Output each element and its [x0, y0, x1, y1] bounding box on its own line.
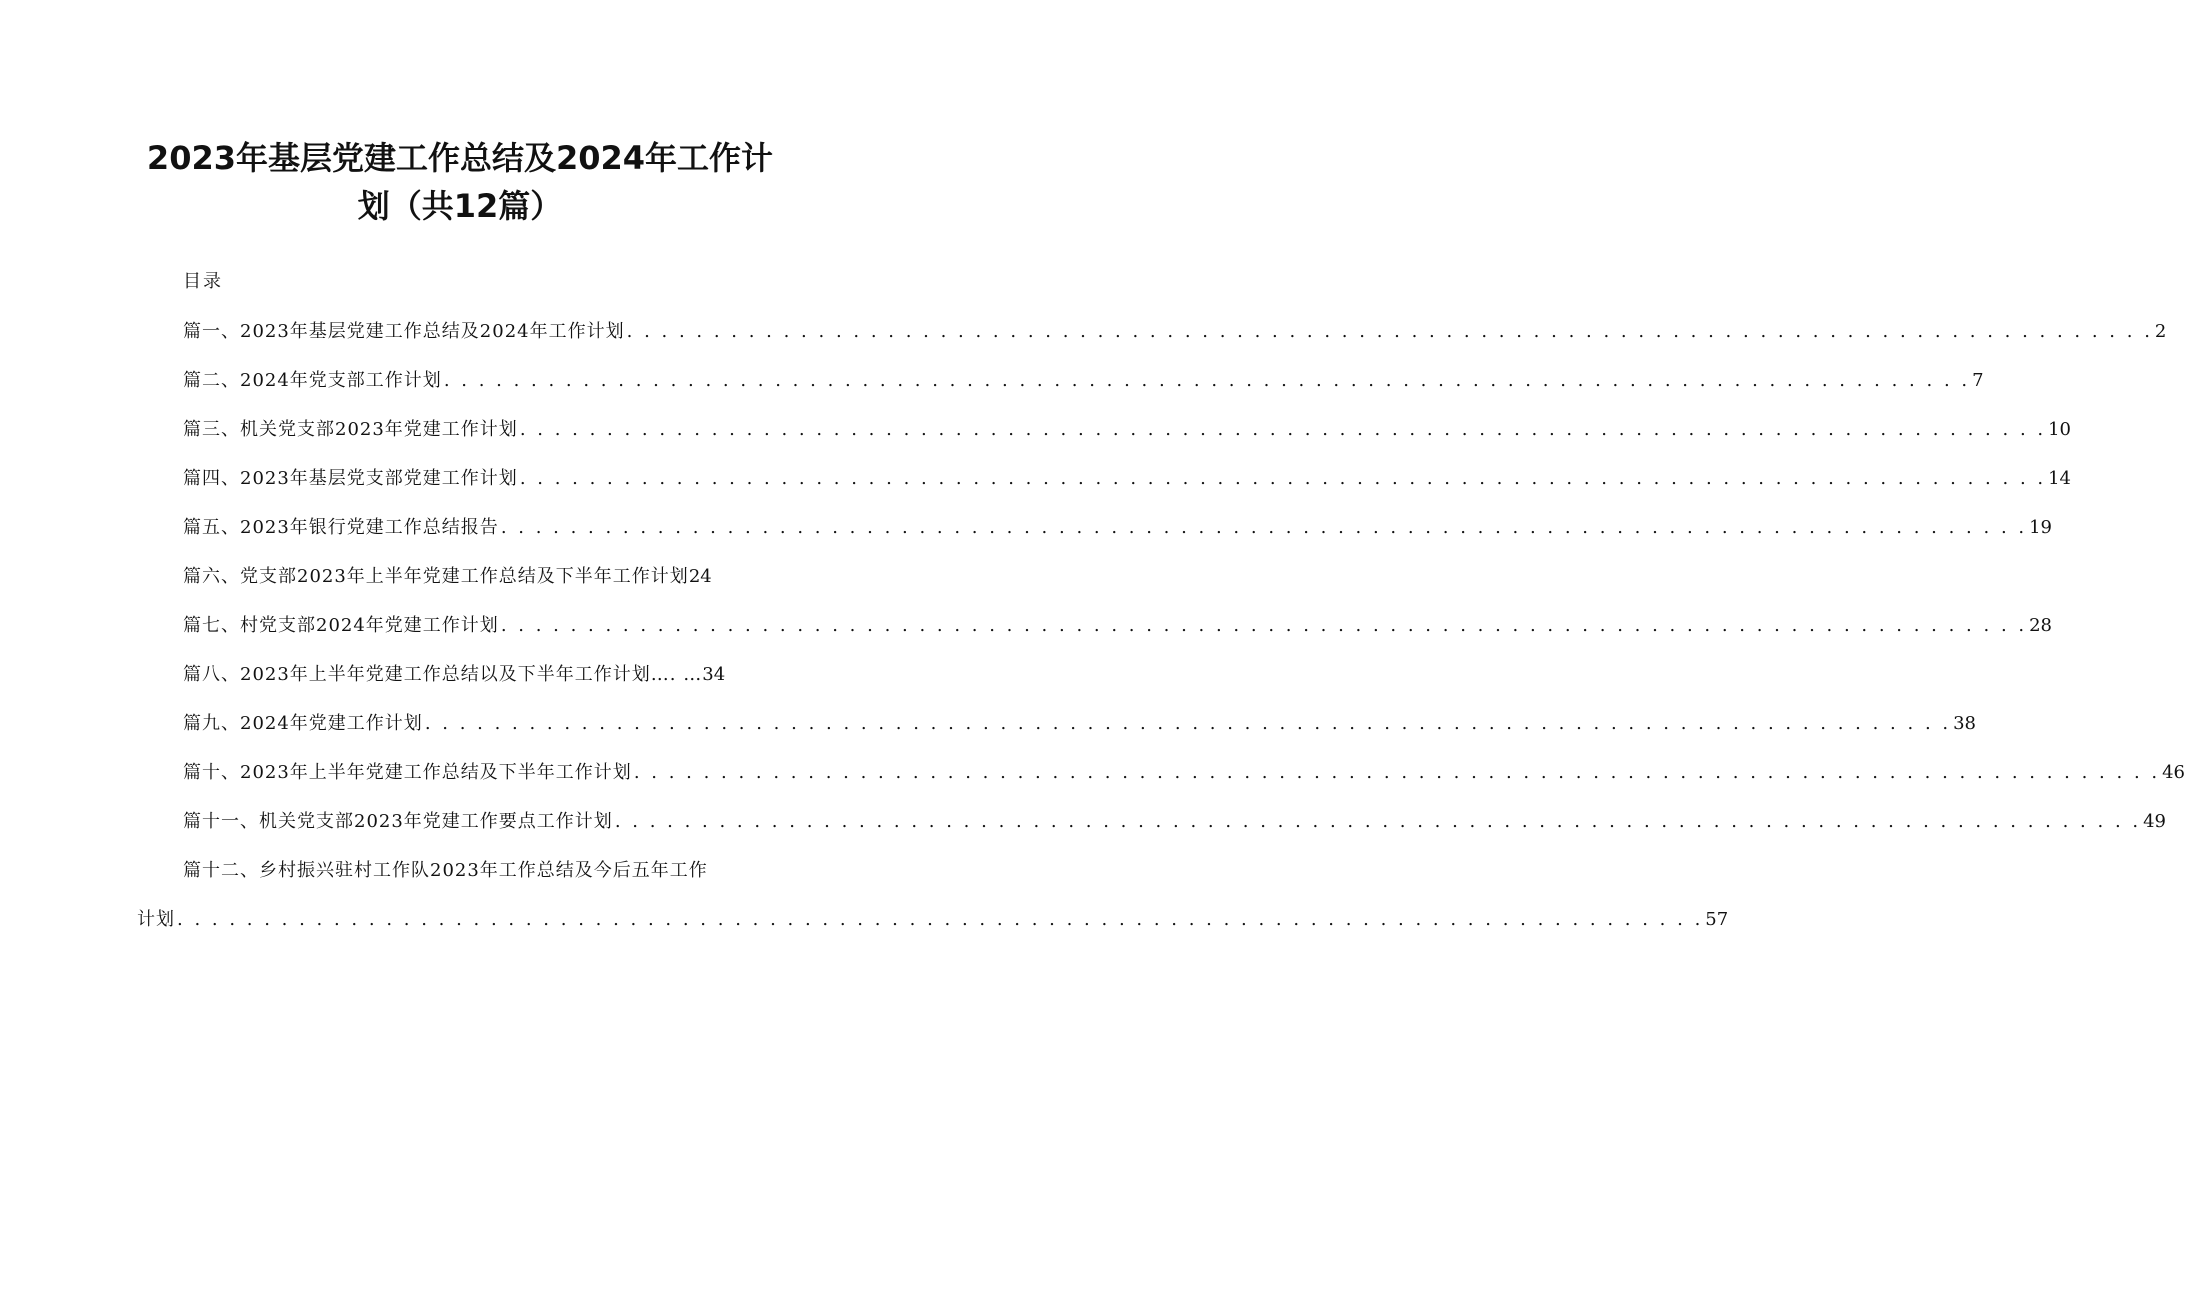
toc-entry-5[interactable] [183, 516, 2053, 540]
toc-heading: 目录 [183, 271, 223, 292]
toc-leader-dots: . . . . . . . . . . . . . . . . . . . . . . . . . . . . . . . . . . . . . . . . . . . . . . . . . . . . . . . . . . . . . . . . . . . . . . . . . . . . . . . . . . . . . . . . [500, 615, 2028, 636]
toc-page-number: 46 [2162, 762, 2185, 783]
toc-page-number: 57 [1705, 909, 1729, 930]
toc-entry-text: 篇二、2024年党支部工作计划 [183, 370, 442, 391]
toc-entry-text: 篇一、2023年基层党建工作总结及2024年工作计划 [183, 321, 625, 342]
toc-entry-12-continuation[interactable] [137, 908, 1729, 932]
toc-entry-3[interactable] [183, 418, 2072, 442]
toc-entry-text: 篇三、机关党支部2023年党建工作计划 [183, 419, 518, 440]
toc-leader-dots: . . . . . . . . . . . . . . . . . . . . . . . . . . . . . . . . . . . . . . . . . . . . . . . . . . . . . . . . . . . . . . . . . . . . . . . . . . . . . . . . . . . . . . . . [519, 468, 2047, 489]
toc-page-number: 49 [2143, 811, 2167, 832]
toc-leader-dots: . . . . . . . . . . . . . . . . . . . . . . . . . . . . . . . . . . . . . . . . . . . . . . . . . . . . . . . . . . . . . . . . . . . . . . . . . . . . . . . . . . . . . . . . [614, 811, 2142, 832]
toc-page-number: 34 [702, 664, 726, 685]
toc-entry-6[interactable] [183, 565, 777, 589]
toc-entry-text: 篇五、2023年银行党建工作总结报告 [183, 517, 499, 538]
toc-entry-text: 篇六、党支部2023年上半年党建工作总结及下半年工作计划 [183, 566, 689, 587]
document-title-line-2: 划（共12篇） [357, 187, 563, 225]
toc-entry-1[interactable] [183, 320, 2167, 344]
toc-leader-dots: . . . . . . . . . . . . . . . . . . . . . . . . . . . . . . . . . . . . . . . . . . . . . . . . . . . . . . . . . . . . . . . . . . . . . . . . . . . . . . . . . . . . . . . . [633, 762, 2161, 783]
toc-leader-dots: . . . . . . . . . . . . . . . . . . . . . . . . . . . . . . . . . . . . . . . . . . . . . . . . . . . . . . . . . . . . . . . . . . . . . . . . . . . . . . . . . . . . . . . . [424, 713, 1952, 734]
toc-page-number: 38 [1953, 713, 1977, 734]
toc-entry-8[interactable] [183, 663, 777, 687]
toc-entry-7[interactable] [183, 614, 2053, 638]
toc-entry-text: 篇十一、机关党支部2023年党建工作要点工作计划 [183, 811, 613, 832]
toc-page-number: 10 [2048, 419, 2072, 440]
toc-entry-text: 篇十二、乡村振兴驻村工作队2023年工作总结及今后五年工作 [183, 860, 708, 881]
toc-entry-text: 篇四、2023年基层党支部党建工作计划 [183, 468, 518, 489]
toc-entry-text: 篇八、2023年上半年党建工作总结以及下半年工作计划…. … [183, 664, 703, 685]
toc-entry-9[interactable] [183, 712, 1977, 736]
toc-page-number: 14 [2048, 468, 2072, 489]
toc-leader-dots: . . . . . . . . . . . . . . . . . . . . . . . . . . . . . . . . . . . . . . . . . . . . . . . . . . . . . . . . . . . . . . . . . . . . . . . . . . . . . . . . . . . . . . . . [500, 517, 2028, 538]
toc-leader-dots: . . . . . . . . . . . . . . . . . . . . . . . . . . . . . . . . . . . . . . . . . . . . . . . . . . . . . . . . . . . . . . . . . . . . . . . . . . . . . . . . . . . . . . . . [519, 419, 2047, 440]
toc-page-number: 7 [1972, 370, 1984, 391]
document-title-line-1: 2023年基层党建工作总结及2024年工作计 [146, 139, 774, 177]
toc-page-number: 2 [2154, 321, 2167, 342]
toc-entry-text: 篇十、2023年上半年党建工作总结及下半年工作计划 [183, 762, 632, 783]
toc-entry-text: 篇九、2024年党建工作计划 [183, 713, 423, 734]
toc-leader-dots: . . . . . . . . . . . . . . . . . . . . . . . . . . . . . . . . . . . . . . . . . . . . . . . . . . . . . . . . . . . . . . . . . . . . . . . . . . . . . . . . . . . . . . . . [626, 321, 2153, 342]
toc-entry-text-continued: 计划 [137, 909, 175, 930]
toc-page-number: 24 [688, 566, 712, 587]
toc-entry-11[interactable] [183, 810, 2167, 834]
toc-entry-4[interactable] [183, 467, 2072, 491]
toc-page-number: 19 [2029, 517, 2053, 538]
toc-entry-2[interactable] [183, 369, 1984, 393]
toc-page-number: 28 [2029, 615, 2053, 636]
toc-leader-dots: . . . . . . . . . . . . . . . . . . . . . . . . . . . . . . . . . . . . . . . . . . . . . . . . . . . . . . . . . . . . . . . . . . . . . . . . . . . . . . . . . . . . . . . . [177, 909, 1704, 930]
toc-entry-10[interactable] [183, 761, 2185, 785]
toc-leader-dots: . . . . . . . . . . . . . . . . . . . . . . . . . . . . . . . . . . . . . . . . . . . . . . . . . . . . . . . . . . . . . . . . . . . . . . . . . . . . . . . . . . . . . . . . [443, 370, 1971, 391]
toc-entry-text: 篇七、村党支部2024年党建工作计划 [183, 615, 499, 636]
